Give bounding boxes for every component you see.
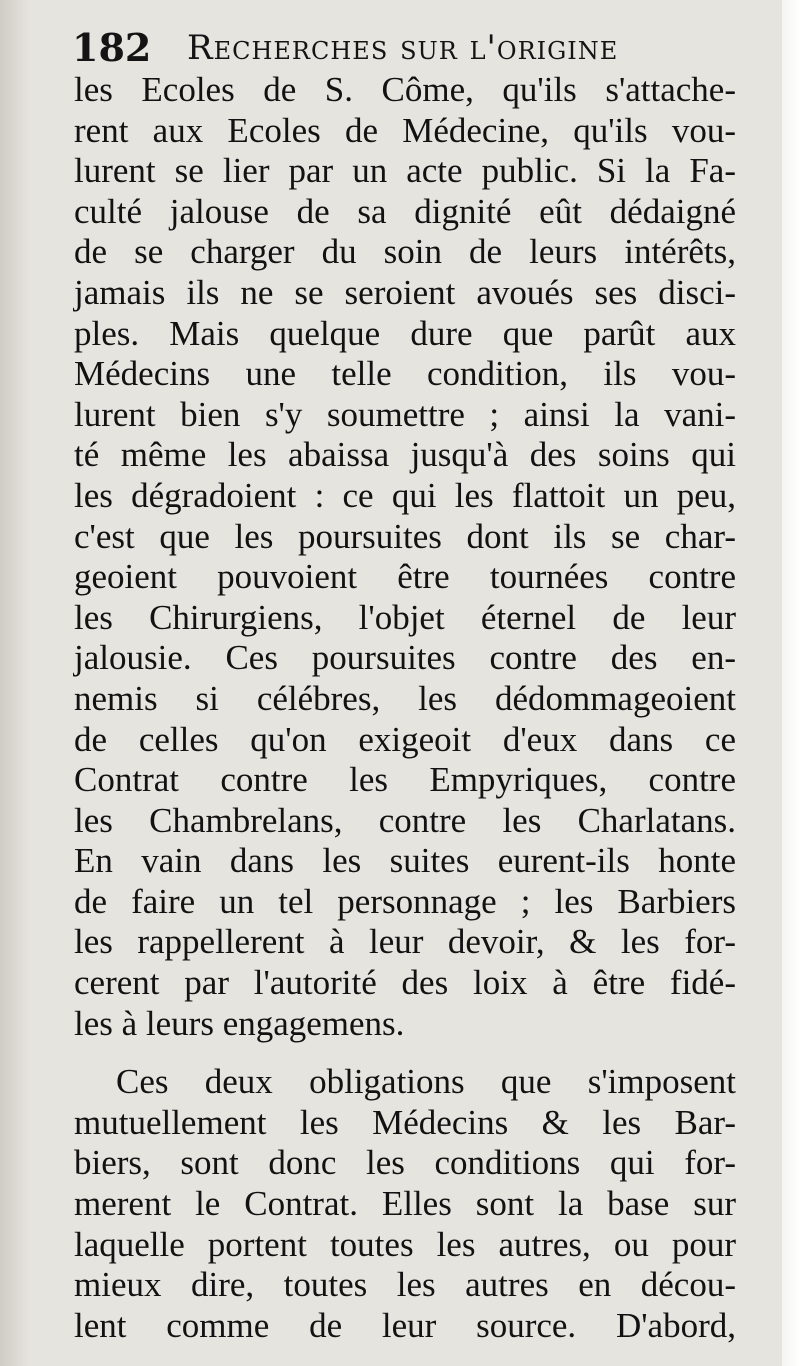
text-line: cerent par l'autorité des loix à être fidé- [74,963,736,1003]
text-line: Contrat contre les Empyriques, contre [74,760,736,800]
text-line: c'est que les poursuites dont ils se char- [74,516,736,556]
text-line: ples. Mais quelque dure que parût aux [74,313,736,353]
text-line: mieux dire, toutes les autres en décou- [74,1265,736,1305]
page-number: 182 [72,25,152,70]
text-line: rent aux Ecoles de Médecine, qu'ils vou- [74,110,736,150]
text-line: les rappellerent à leur devoir, & les for- [74,922,736,962]
gutter-shadow [0,0,30,1366]
text-line: En vain dans les suites eurent-ils honte [74,841,736,881]
paragraph-gap [74,1044,736,1062]
text-line: les Chirurgiens, l'objet éternel de leur [74,597,736,637]
text-line: les dégradoient : ce qui les flattoit un peu, [74,475,736,515]
text-line: jalousie. Ces poursuites contre des en- [74,638,736,678]
text-line: lurent se lier par un acte public. Si la Fa- [74,151,736,191]
text-line: les Ecoles de S. Côme, qu'ils s'attache- [74,70,736,109]
text-line: de faire un tel personnage ; les Barbiers [74,881,736,921]
text-line: lurent bien s'y soumettre ; ainsi la vani- [74,394,736,434]
page-edge [782,0,800,1366]
paragraph-2 [74,1062,736,1346]
text-line: culté jalouse de sa dignité eût dédaigné [74,191,736,231]
text-line: lent comme de leur source. D'abord, [74,1305,736,1345]
text-line: de se charger du soin de leurs intérêts, [74,232,736,272]
text-line: de celles qu'on exigeoit d'eux dans ce [74,719,736,759]
text-line: merent le Contrat. Elles sont la base sur [74,1184,736,1224]
text-line: les à leurs engagemens. [74,1003,405,1043]
text-line: té même les abaissa jusqu'à des soins qui [74,435,736,475]
body-text [74,70,736,1346]
text-line: Ces deux obligations que s'imposent [116,1062,736,1102]
text-line: Médecins une telle condition, ils vou- [74,354,736,394]
running-title: Recherches sur l'origine [187,28,619,68]
text-line: laquelle portent toutes les autres, ou pour [74,1224,736,1264]
text-line: les Chambrelans, contre les Charlatans. [74,800,736,840]
text-line: nemis si célébres, les dédommageoient [74,678,736,718]
text-line: biers, sont donc les conditions qui for- [74,1143,736,1183]
text-line: mutuellement les Médecins & les Bar- [74,1102,736,1142]
page-header [72,20,752,70]
text-line: geoient pouvoient être tournées contre [74,557,736,597]
text-line: jamais ils ne se seroient avoués ses disci- [74,272,736,312]
paragraph-1 [74,70,736,1044]
